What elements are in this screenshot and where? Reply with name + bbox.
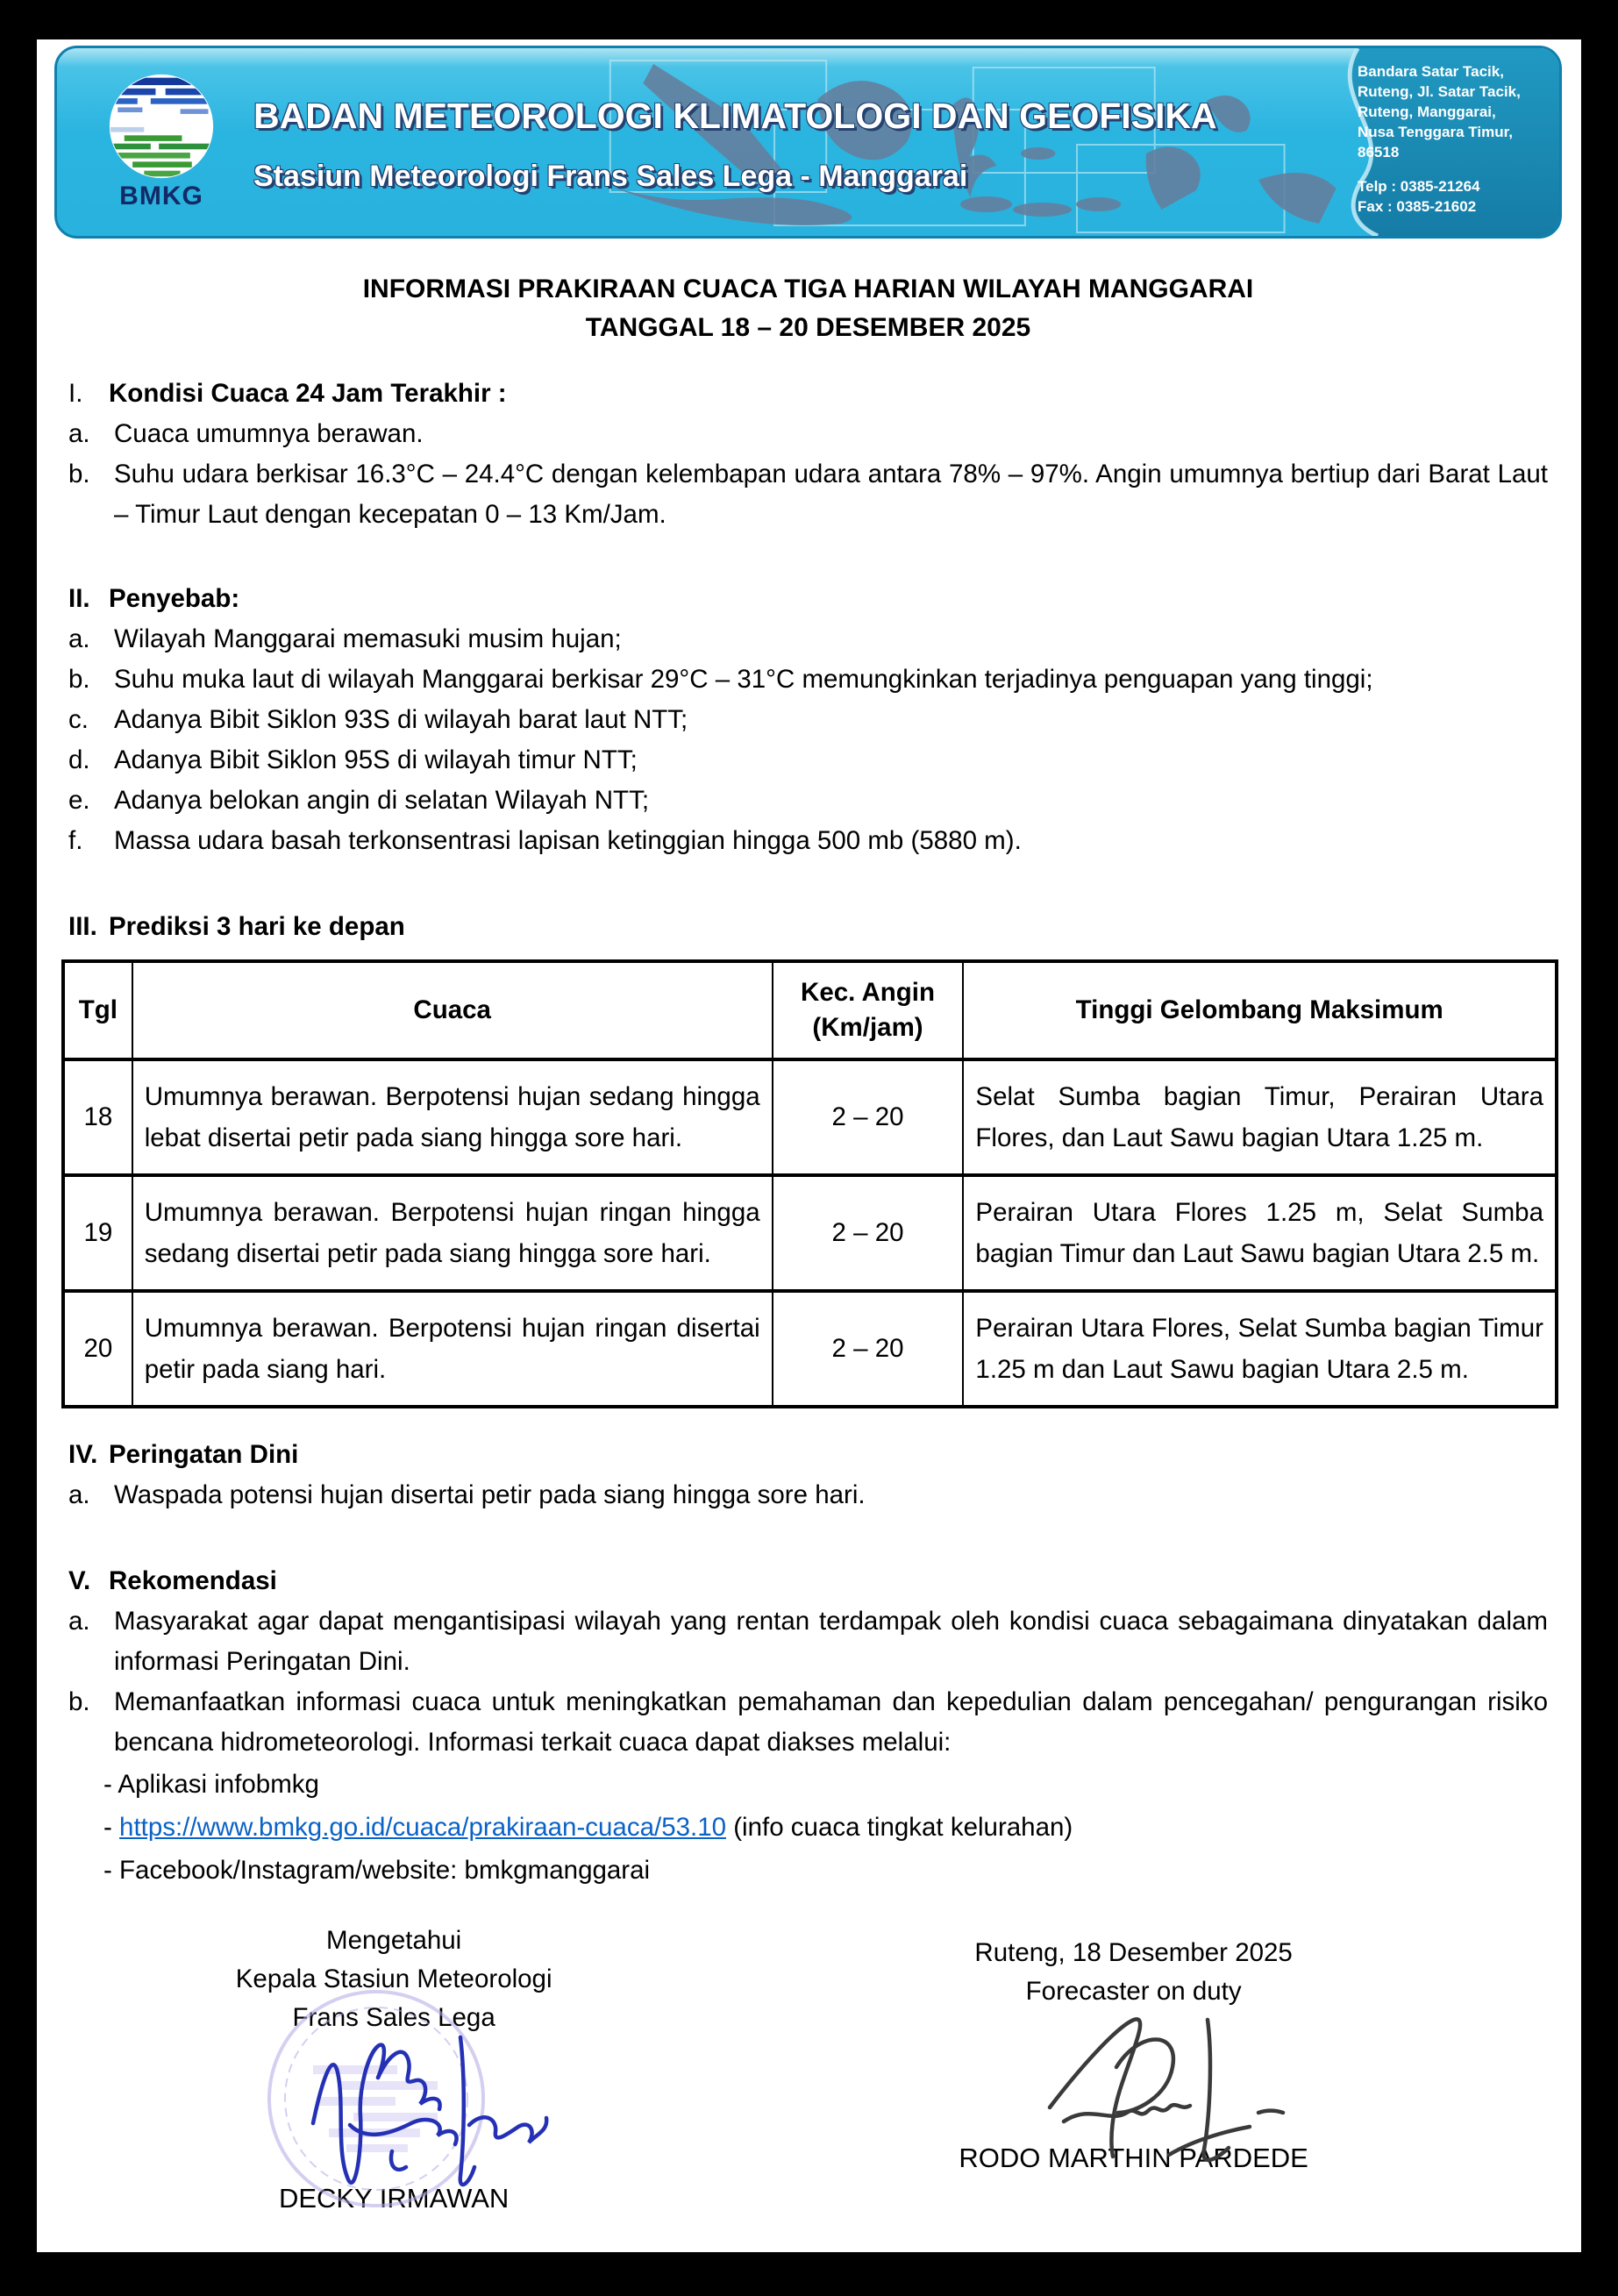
item-letter: f.	[68, 826, 83, 855]
col-header-angin-line1: Kec. Angin	[801, 978, 936, 1007]
bmkg-forecast-link[interactable]: https://www.bmkg.go.id/cuaca/prakiraan-cuaca/53.10	[119, 1813, 727, 1842]
left-signer-name: DECKY IRMAWAN	[278, 2183, 510, 2214]
table-row	[63, 1059, 1557, 1175]
item-text: Suhu muka laut di wilayah Manggarai berkisar 29°C – 31°C memungkinkan terjadinya penguapan yang tinggi;	[114, 665, 1373, 694]
item-text: Adanya belokan angin di selatan Wilayah NTT;	[114, 786, 650, 815]
item-letter: b.	[68, 1687, 90, 1716]
section-rekomendasi	[68, 1561, 1548, 1892]
signoff-right-line2: Forecaster on duty	[1025, 1977, 1242, 2006]
station-name: Stasiun Meteorologi Frans Sales Lega - Manggarai	[253, 160, 968, 193]
cell-tgl: 18	[63, 1059, 132, 1175]
col-header-gelombang: Tinggi Gelombang Maksimum	[963, 961, 1557, 1059]
station-address	[1358, 62, 1549, 217]
forecast-table	[61, 959, 1558, 1408]
section-kondisi-cuaca	[68, 374, 1548, 535]
bullet-social-media: - Facebook/Instagram/website: bmkgmanggarai	[103, 1856, 651, 1885]
forecast-table-body	[63, 1059, 1557, 1407]
section-1-heading: Kondisi Cuaca 24 Jam Terakhir :	[109, 379, 507, 408]
address-line: Ruteng, Manggarai,	[1358, 103, 1496, 120]
cell-cuaca: Umumnya berawan. Berpotensi hujan sedang hingga lebat disertai petir pada siang hingga sore hari.	[132, 1059, 773, 1175]
document-title	[68, 270, 1548, 347]
telephone: Telp : 0385-21264	[1358, 177, 1480, 195]
table-row	[63, 1291, 1557, 1407]
section-4-label: IV.	[68, 1440, 98, 1469]
item-letter: a.	[68, 419, 90, 448]
section-5-items	[68, 1601, 1548, 1763]
item-text: Waspada potensi hujan disertai petir pada siang hingga sore hari.	[114, 1480, 866, 1509]
list-item	[68, 740, 1548, 781]
org-name: BADAN METEOROLOGI KLIMATOLOGI DAN GEOFISIKA	[253, 96, 1217, 136]
right-signature-icon	[1029, 2006, 1292, 2172]
list-item	[68, 1601, 1548, 1682]
section-1-items	[68, 414, 1548, 535]
col-header-tgl: Tgl	[63, 961, 132, 1059]
item-text: Massa udara basah terkonsentrasi lapisan ketinggian hingga 500 mb (5880 m).	[114, 826, 1022, 855]
list-item	[68, 660, 1548, 700]
bullet-bmkg-link	[103, 1806, 1548, 1849]
section-prediksi	[68, 907, 1548, 1408]
section-peringatan-dini	[68, 1435, 1548, 1515]
cell-tgl: 19	[63, 1175, 132, 1291]
section-2-heading: Penyebab:	[109, 584, 240, 613]
item-letter: c.	[68, 705, 89, 734]
signoff-left-line1: Mengetahui	[326, 1926, 462, 1955]
address-line: Bandara Satar Tacik,	[1358, 63, 1504, 80]
left-signature-area	[236, 2037, 552, 2178]
item-text: Cuaca umumnya berawan.	[114, 419, 424, 448]
list-item	[68, 821, 1548, 861]
section-penyebab	[68, 579, 1548, 861]
bmkg-logo	[69, 73, 253, 211]
section-5-label: V.	[68, 1566, 91, 1595]
item-letter: a.	[68, 1480, 90, 1509]
cell-tgl: 20	[63, 1291, 132, 1407]
item-text: Adanya Bibit Siklon 95S di wilayah timur NTT;	[114, 745, 638, 774]
list-item	[68, 781, 1548, 821]
signoff-right	[719, 1922, 1548, 2218]
item-text: Masyarakat agar dapat mengantisipasi wilayah yang rentan terdampak oleh kondisi cuaca sebagaimana dinyatakan dalam informasi Peringatan Dini.	[114, 1607, 1548, 1676]
signoff-block	[68, 1922, 1548, 2218]
item-letter: a.	[68, 624, 90, 653]
section-2-label: II.	[68, 584, 90, 613]
item-letter: e.	[68, 786, 90, 815]
col-header-angin-line2: (Km/jam)	[812, 1013, 923, 1042]
forecast-table-header-row	[63, 961, 1557, 1059]
section-4-heading: Peringatan Dini	[109, 1440, 299, 1469]
left-signature-icon	[297, 2020, 560, 2204]
list-item	[68, 414, 1548, 454]
bmkg-logo-text: BMKG	[119, 182, 203, 210]
item-letter: b.	[68, 460, 90, 488]
col-header-angin	[773, 961, 964, 1059]
bullet-dash: -	[103, 1813, 120, 1842]
section-1-label: I.	[68, 379, 83, 408]
signoff-left	[68, 1922, 719, 2218]
cell-gelombang: Perairan Utara Flores 1.25 m, Selat Sumba bagian Timur dan Laut Sawu bagian Utara 2.5 m.	[963, 1175, 1557, 1291]
bmkg-logo-icon	[108, 73, 215, 180]
item-text: Adanya Bibit Siklon 93S di wilayah barat laut NTT;	[114, 705, 688, 734]
cell-gelombang: Perairan Utara Flores, Selat Sumba bagian Timur 1.25 m dan Laut Sawu bagian Utara 2.5 m.	[963, 1291, 1557, 1407]
document-page	[37, 39, 1581, 2252]
signoff-left-line2: Kepala Stasiun Meteorologi	[235, 1964, 552, 1993]
item-text: Suhu udara berkisar 16.3°C – 24.4°C dengan kelembapan udara antara 78% – 97%. Angin umumnya bertiup dari Barat Laut – Timur Laut dengan kecepatan 0 – 13 Km/Jam.	[114, 460, 1548, 529]
list-item	[68, 700, 1548, 740]
cell-cuaca: Umumnya berawan. Berpotensi hujan ringan hingga sedang disertai petir pada siang hingga sore hari.	[132, 1175, 773, 1291]
section-2-items	[68, 619, 1548, 861]
item-text: Memanfaatkan informasi cuaca untuk meningkatkan pemahaman dan kepedulian dalam pencegahan/ pengurangan risiko bencana hidrometeorologi. Informasi terkait cuaca dapat diakses melalui:	[114, 1687, 1548, 1757]
item-letter: d.	[68, 745, 90, 774]
address-line: Nusa Tenggara Timur,	[1358, 123, 1513, 140]
cell-angin: 2 – 20	[773, 1291, 964, 1407]
section-3-heading: Prediksi 3 hari ke depan	[109, 912, 405, 941]
list-item	[68, 1682, 1548, 1763]
bullet-link-note: (info cuaca tingkat kelurahan)	[726, 1813, 1073, 1842]
item-letter: a.	[68, 1607, 90, 1636]
section-4-items	[68, 1475, 1548, 1515]
right-signature-area	[976, 2011, 1292, 2151]
right-signer-name: RODO MARTHIN PARDEDE	[959, 2143, 1308, 2173]
col-header-cuaca: Cuaca	[132, 961, 773, 1059]
signoff-right-line1: Ruteng, 18 Desember 2025	[974, 1938, 1293, 1967]
section-3-label: III.	[68, 912, 97, 941]
fax: Fax : 0385-21602	[1358, 197, 1477, 215]
address-lines	[1358, 62, 1549, 163]
list-item	[68, 619, 1548, 660]
cell-angin: 2 – 20	[773, 1175, 964, 1291]
signoff-left-line3: Frans Sales Lega	[292, 2003, 495, 2032]
cell-gelombang: Selat Sumba bagian Timur, Perairan Utara Flores, dan Laut Sawu bagian Utara 1.25 m.	[963, 1059, 1557, 1175]
item-letter: b.	[68, 665, 90, 694]
table-row	[63, 1175, 1557, 1291]
bmkg-header-banner	[54, 46, 1562, 239]
address-line: 86518	[1358, 143, 1400, 160]
bullet-aplikasi-infobmkg: - Aplikasi infobmkg	[103, 1770, 319, 1799]
document-title-line1: INFORMASI PRAKIRAAN CUACA TIGA HARIAN WILAYAH MANGGARAI	[362, 275, 1254, 303]
address-line: Ruteng, Jl. Satar Tacik,	[1358, 82, 1521, 100]
item-text: Wilayah Manggarai memasuki musim hujan;	[114, 624, 622, 653]
list-item	[68, 1475, 1548, 1515]
cell-cuaca: Umumnya berawan. Berpotensi hujan ringan disertai petir pada siang hari.	[132, 1291, 773, 1407]
section-5-heading: Rekomendasi	[109, 1566, 277, 1595]
document-title-line2: TANGGAL 18 – 20 DESEMBER 2025	[585, 313, 1031, 342]
cell-angin: 2 – 20	[773, 1059, 964, 1175]
list-item	[68, 454, 1548, 535]
